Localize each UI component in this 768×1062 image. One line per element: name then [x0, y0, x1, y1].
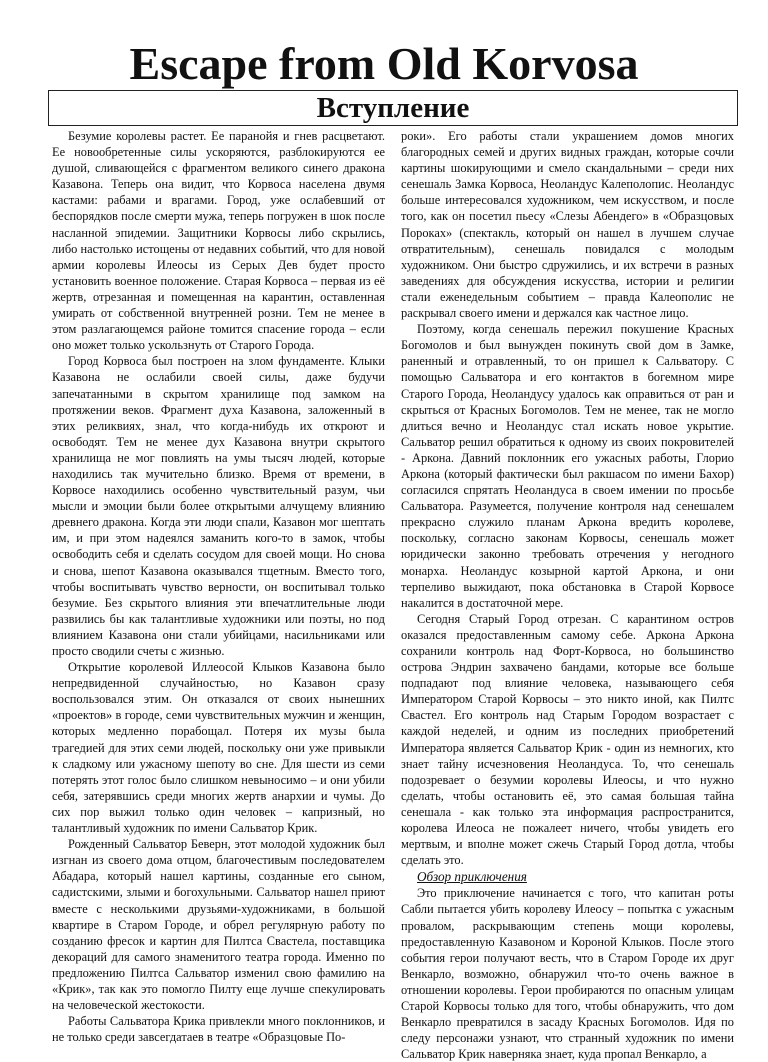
paragraph: Это приключение начинается с того, что капитан роты Сабли пытается убить королеву Илеосу – попытка с ужасным провалом, раскрывающим степень мощи королевы, предоставленную Казавоном и Короной Клыков. После этого события герои получают весть, что в Старом Городе их друг Венкарло, возможно, обнаружил что-то очень важное в отношении королевы. Герои пробираются по опасным улицам Старой Корвосы только для того, чтобы обнаружить, что дом Венкарло превратился в засаду Красных Богомолов. Идя по следу персонажи узнают, что странный художник по имени Сальватор Крик наверняка знает, куда пропал Венкарло, а	[401, 886, 734, 1062]
right-column	[401, 128, 734, 1062]
paragraph: Поэтому, когда сенешаль пережил покушение Красных Богомолов и был вынужден покинуть свой дом в Замке, раненный и отравленный, то он пришел к Сальватору. С помощью Сальватора и его контактов в богемном мире Старого Города, Неоландусу удалось как оправиться от ран и скрыться от Красных Богомолов. Тем не менее, так не могло длиться вечно и Неоландус стал искать новое укрытие. Сальватор решил обратиться к одному из своих покровителей - Аркона. Давний поклонник его ужасных работы, Глорио Аркона (который фактически был ракшасом по имени Бахор) согласился спрятать Неоландуса в своем имении по просьбе Сальватора. Разумеется, получение контроля над сенешалем прекрасно служило планам Аркона вредить королеве, поскольку, согласно законам Корвосы, сенешаль может юридически законно требовать отречения у негодного монарха. Неоландус козырной картой Аркона, и они терпеливо выжидают, пока обстановка в Старой Корвосе накалится в достаточной мере.	[401, 322, 734, 610]
paragraph: Рожденный Сальватор Беверн, этот молодой художник был изгнан из своего дома отцом, благочестивым последователем Абадара, который нашел картины, созданные его сыном, садистскими, злыми и богохульными. Сальватор нашел приют вместе с несколькими друзьями-художниками, в большой квартире в Старом Городе, и обрел регулярную работу по созданию фресок и картин для Пилтса Свастела, поставщика декораций для самого знаменитого театра города. Именно по предложению Пилтса Сальватор изменил свою фамилию на «Крик», так как это помогло Пилту еще лучше спекулировать на человеческой жестокости.	[52, 837, 385, 1013]
section-heading: Вступление	[316, 92, 470, 124]
paragraph: Безумие королевы растет. Ее паранойя и гнев расцветают. Ее новообретенные силы ускоряются, разблокируются ее душой, сливающейся с фрагментом великого синего дракона Казавона. Теперь она видит, что Корвоса населена двумя кастами: рабами и врагами. Город, уже ослабевший от беспорядков после смерти мужа, теперь погружен в шок после насланной эпидемии. Защитники Корвосы либо скрылись, либо настолько истощены от недавних событий, что для новой армии королевы Илеосы из Серых Дев будет просто установить военное положение. Старая Корвоса – первая из её жертв, отрезанная и помещенная на карантин, оставленная умирать от собственной внутренней розни. Тем не менее в этом разлагающемся районе томится спасение города – если оно может только ускользнуть от Старого Города.	[52, 129, 385, 353]
document-title: Escape from Old Korvosa	[129, 38, 639, 89]
paragraph: Открытие королевой Иллеосой Клыков Казавона было непредвиденной случайностью, но Казавон сразу воспользовался этим. Он отказался от своих нынешних «проектов» в городе, семи чувствительных мужчин и женщин, которых медленно порабощал. Потеря их музы была трагедией для этих семи людей, поскольку они уже привыкли к сладкому или ужасному шепоту во сне. Для шести из семи потерять этот голос было слишком невыносимо – и они убили себя, затерявшись среди многих жертв анархии и чумы. До сих пор выжил только один человек – капризный, но талантливый художник по имени Сальватор Крик.	[52, 660, 385, 836]
paragraph: Город Корвоса был построен на злом фундаменте. Клыки Казавона не ослабили своей силы, даже будучи запечатанными в скрытом хранилище под замком на протяжении веков. Фрагмент духа Казавона, заложенный в этих реликвиях, знал, что когда-нибудь их откроют и освободят. Тем не менее дух Казавона внутри скрытого хранилища не мог повлиять на умы тысяч людей, которые находились так мучительно близко. Время от времени, в Корвосе находились особенно чувствительный разум, чьи мысли и эмоции были более открытыми алчущему влиянию древнего дракона. Когда эти люди спали, Казавон мог шептать им, и при этом надеялся заманить кого-то в замок, чтобы освободить себя и сделать сосудом для своей мощи. Но снова и снова, шепот Казавона оказывался тщетным. Вместо того, чтобы воспитывать чувство верности, он воспитывал только безумие. Без скрытого влияния эти впечатлительные люди развились бы как талантливые художники или поэты, но под влиянием Казавона они стали убийцами, насильниками или просто сводили счеты с жизнью.	[52, 354, 385, 658]
section-heading-box	[48, 90, 738, 126]
paragraph: роки». Его работы стали украшением домов многих благородных семей и других видных граждан, которые сочли картины шокирующими и смело скандальными – среди них сенешаль Замка Корвоса, Неоландус Калеполопис. Неоландус больше интересовался художником, чем искусством, и после того, как он посетил пьесу «Слезы Абендего» в «Образцовых Пороках» (спектакль, который он нашел в лучшем случае отвратительным), сенешаль повидался с молодым художником. Они быстро сдружились, и их встречи в разных заведениях для обсуждения искусства, истории и религии стали еженедельным событием – правда Калеополис не раскрывал своего имени и держался как частное лицо.	[401, 129, 734, 321]
left-column	[52, 128, 385, 1045]
paragraph: Сегодня Старый Город отрезан. С карантином остров оказался предоставленным самому себе. Аркона Аркона сохранили контроль над Форт-Корвоса, но большинство острова Эндрин захвачено бандами, которые все больше подпадают под влияние человека, называющего себя Императором Старой Корвосы – это никто иной, как Пилтс Свастел. Его контроль над Старым Городом возрастает с каждой неделей, и одним из последних приобретений Императора является Сальватор Крик - один из немногих, кто знает тайну исчезновения Неоландуса. То, что сенешаль подозревает о безумии королевы Илеосы, и что нужно сделать, чтобы остановить её, это самая большая тайна сенешала - как только эта информация распространится, королева Илеоса не пожалеет ничего, чтобы увидеть его мертвым, и вполне может сжечь Старый Город дотла, чтобы сделать это.	[401, 611, 734, 868]
paragraph: Работы Сальватора Крика привлекли много поклонников, и не только среди завсегдатаев в театре «Образцовые По-	[52, 1014, 385, 1045]
adventure-subheading: Обзор приключения	[417, 869, 527, 885]
